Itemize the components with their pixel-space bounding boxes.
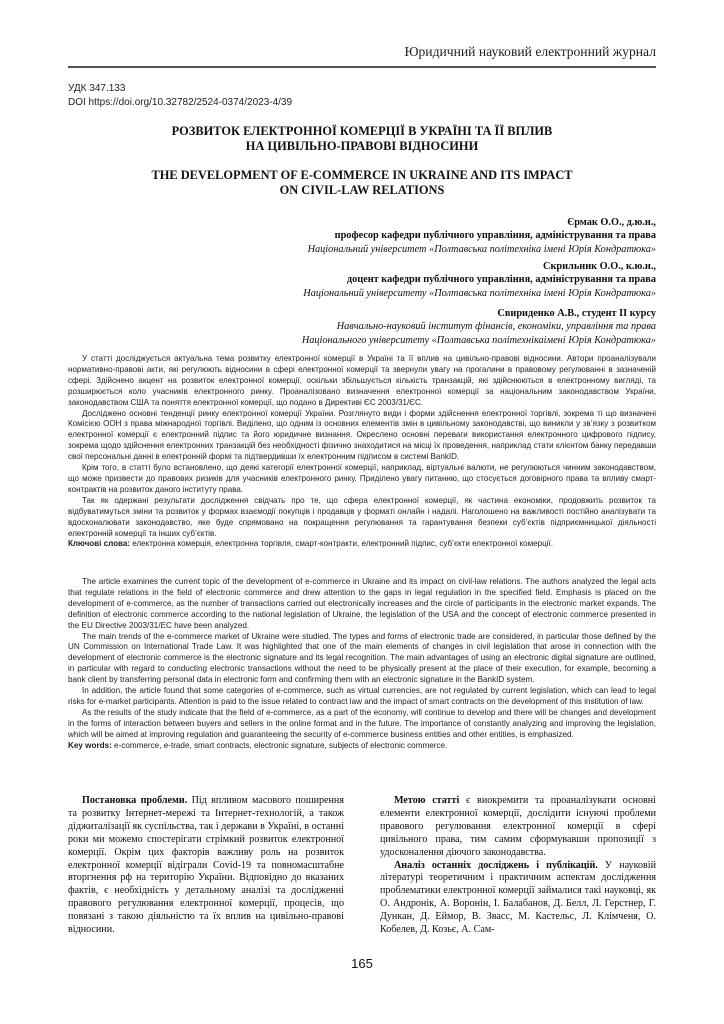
keywords-text: електронна комерція, електронна торгівля, смарт-контракти, електронний підпис, суб’єкти електронної комерції.	[130, 539, 553, 549]
title-en-line: THE DEVELOPMENT OF E-COMMERCE IN UKRAINE AND ITS IMPACT	[151, 168, 573, 182]
abstract-paragraph: Досліджено основні тенденції ринку електронної комерції України. Розглянуто види і форми здійснення електронної торгівлі, зокрема ті що визначені Комісією ООН з права міжнародної торгівлі. Виділено, що одним із основних елементів змін в цивільному законодавстві, що виникли у зв’язку з розвитком електронної комерції є електронний підпис та його юридичне визнання. Окреслено основні переваги використання електронного цифрового підпису, зокрема щодо здійснення електронних транзакцій без необхідності фізично знаходитися на місці їх проведення, наприклад стати клієнтом банку передавши свої персональні данні в електронній формі та підтвердивши їх електронним підписом в системі BankID.	[68, 408, 656, 462]
doi-line: DOI https://doi.org/10.32782/2524-0374/2023-4/39	[68, 97, 293, 108]
title-en-line: ON CIVIL-LAW RELATIONS	[279, 183, 445, 197]
paragraph-text: є виокремити та проаналізувати основні елементи електронної комерції, дослідити існуючі проблеми правового регулювання електронної комерції в сфері цивільного права, тим самим сформувавши пропозиції з удосконалення діючого законодавства.	[380, 795, 656, 858]
author-name: Скрильник О.О., к.ю.н.,	[543, 261, 656, 272]
keywords-text: e-commerce, e-trade, smart contracts, electronic signature, subjects of electronic commerce.	[111, 740, 448, 750]
udc-code: УДК 347.133	[68, 83, 126, 94]
author-affiliation: Національний університет «Полтавська політехніка імені Юрія Кондратюка»	[307, 243, 656, 255]
abstract-paragraph: Так як одержані результати дослідження свідчать про те, що сфера електронної комерції, як частина економіки, продовжить розвиток та відбуватимуться зміни та розвиток у формах взаємодії покупців і продавців у форматі онлайн і надалі. Наголошено на важливості постійно аналізувати та вдосконалювати законодавство, яке буде спрямовано на покращення регулювання та гарантування безпеки суб’єктів підприємницької діяльності електронній комерції та інших суб’єктів.	[68, 495, 656, 538]
body-column-right	[380, 795, 656, 937]
body-paragraph	[68, 795, 344, 937]
author-position: професор кафедри публічного управління, адміністрування та права	[334, 230, 656, 242]
author-affiliation: Навчально-науковий інститут фінансів, економіки, управління та права	[336, 321, 656, 333]
keywords-en	[68, 741, 656, 752]
paragraph-text: У науковій літературі теоретичним і практичним аспектам дослідження проблематики електронної комерції займалися такі науковці, як О. Андронік, А. Воронін, І. Балабанов, Д. Белл, Л. Герстнер, Г. Дункан, Д. Еймор, В. Звасс, М. Кастельс, Л. Клімченя, О. Кобелев, Д. Козьє, А. Сам-	[380, 859, 656, 936]
abstract-paragraph: The main trends of the e-commerce market of Ukraine were studied. The types and forms of electronic trade are considered, in particular those defined by the UN Commission on International Trade Law. It was highlighted that one of the main elements of changes in civil legislation that arose in connection with the development of electronic commerce is the electronic signature and its legal recognition. The main advantages of using an electronic digital signature are outlined, in particular with regard to conducting electronic transactions without the need to be physically present at the place of their execution, for example, becoming a bank client by transferring personal data in electronic form and confirming them with an electronic signature in the BankID system.	[68, 631, 656, 685]
keywords-label: Ключові слова:	[68, 539, 130, 549]
section-lead: Постановка проблеми.	[82, 795, 188, 806]
abstract-paragraph: In addition, the article found that some categories of e-commerce, such as virtual currencies, are not regulated by current legislation, which can lead to legal risks for e-market participants. Attention is paid to the issue related to contract law and the impact of smart contracts on the development of this institution of law.	[68, 686, 656, 706]
author-block-1	[68, 216, 656, 256]
body-paragraph	[380, 795, 656, 860]
body-column-left	[68, 795, 344, 937]
author-affiliation: Національного університету «Полтавська політехнікаімені Юрія Кондратюка»	[301, 334, 656, 346]
body-paragraph	[380, 860, 656, 937]
author-name: Свириденко А.В., студент ІІ курсу	[497, 308, 656, 319]
author-name: Єрмак О.О., д.ю.н.,	[567, 217, 656, 228]
author-affiliation: Національний університету «Полтавська політехніка імені Юрія Кондратюка»	[303, 287, 656, 299]
title-english	[68, 168, 656, 198]
author-position: доцент кафедри публічного управління, адміністрування та права	[346, 274, 656, 286]
abstract-paragraph: Крім того, в статті було встановлено, що деякі категорії електронної комерції, наприклад, віртуальні валюти, не регулюються чинним законодавством, що може призвести до правових ризиків для учасників електронного ринку. Приділено увагу питанню, що стосується договірного права та впливу смарт-контрактів на розвиток даного інституту права.	[68, 463, 656, 494]
abstract-paragraph: The article examines the current topic of the development of e-commerce in Ukraine and its impact on civil-law relations. The authors analyzed the legal acts that regulate relations in the field of electronic commerce and drew attention to the gaps in legal regulation in the specified field. Emphasis is placed on the development of e-commerce, as the number of transactions carried out electronically increases and the circle of participants in the electronic market expands. The definition of electronic commerce according to the national legislation of Ukraine, the legislation of the USA and the concept of electronic commerce presented in the EU Directive 2003/31/EC have been analyzed.	[68, 577, 656, 630]
author-block-2	[68, 260, 656, 300]
title-uk-line: РОЗВИТОК ЕЛЕКТРОННОЇ КОМЕРЦІЇ В УКРАЇНІ ТА ЇЇ ВПЛИВ	[171, 124, 553, 138]
page-number: 165	[351, 956, 373, 971]
keywords-label: Key words:	[68, 740, 112, 750]
abstract-paragraph: У статті досліджується актуальна тема розвитку електронної комерції в Україні та її вплив на цивільно-правові відносини. Автори проаналізували нормативно-правові акти, які регулюють відносини в сфері електронної комерції та звернули увагу на прогалини в правовому регулюванні в зазначеній сфері. Здійснено акцент на розвиток електронної комерції, оскільки збільшується кількість транзакцій, які здійснюються в електронному вигляді, та розширюється коло учасників електронного ринку. Проаналізовано визначення електронної комерції за національним законодавством України, законодавством США та поняття електронної комерції, що подано в Директиві ЄС 2003/31/ЄС.	[68, 354, 656, 407]
section-lead: Аналіз останніх досліджень і публікацій.	[394, 859, 598, 871]
keywords-uk	[68, 539, 656, 550]
author-block-3	[68, 307, 656, 347]
title-uk-line: НА ЦИВІЛЬНО-ПРАВОВІ ВІДНОСИНИ	[245, 139, 479, 153]
abstract-paragraph: As the results of the study indicate that the field of e-commerce, as a part of the economy, will continue to develop and there will be changes and development in the forms of interaction between buyers and sellers in the online format and in the future. The importance of constantly analyzing and improving the legislation, which will be aimed at improving regulation and guaranteeing the security of e-commerce business entities and other entities, is emphasized.	[68, 707, 656, 739]
section-lead: Метою статті	[394, 795, 460, 806]
journal-header: Юридичний науковий електронний журнал	[404, 44, 656, 59]
title-ukrainian	[68, 124, 656, 154]
header-rule	[68, 66, 656, 68]
paragraph-text: Під впливом масового поширення та розвитку Інтернет-мережі та Інтернет-технологій, а також діджиталізації як суспільства, так і держави в Україні, в останні роки ми можемо спостерігати стрімкий розвиток електронної комерції. Окрім цих факторів важливу роль на розвиток електронної комерції відіграли Covid-19 та повномасштабне вторгнення рф на територію України. Відповідно до вказаних фактів, є необхідність у детальному аналізі та дослідженні правового регулювання електронної комерції, процесів, що повязані з такою діяльністю та їх вплив на цивільно-правові відносини.	[68, 795, 344, 936]
abstract-english	[68, 577, 656, 752]
abstract-ukrainian	[68, 354, 656, 550]
